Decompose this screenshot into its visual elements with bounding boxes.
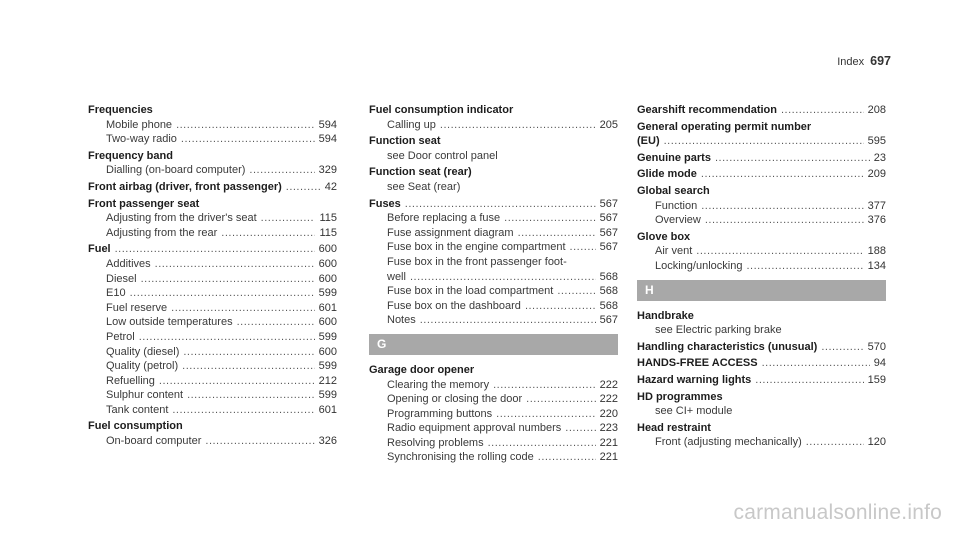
term-text: Sulphur content [106,389,184,402]
index-subterm [637,213,886,228]
index-term [637,151,886,166]
page-reference: 600 [318,316,337,329]
index-term [369,363,618,378]
term-text: Calling up [387,118,436,131]
page-reference: 159 [867,373,886,386]
index-entry [88,180,337,195]
page-reference: 570 [867,340,886,353]
page-reference: 568 [599,299,618,312]
index-column-3 [637,103,886,452]
index-subterm [88,163,337,178]
term-text: see Electric parking brake [655,324,782,337]
term-text: Handbrake [637,309,694,322]
term-text: Function [655,199,698,212]
page-reference: 567 [599,197,618,210]
page-reference: 212 [318,374,337,387]
term-text: Fuel [88,243,111,256]
term-text: Head restraint [637,421,711,434]
index-subterm [637,404,886,419]
index-subterm [369,255,618,270]
term-text: HANDS-FREE ACCESS [637,357,758,370]
index-entry [369,103,618,132]
index-entry [369,165,618,194]
term-text: Clearing the memory [387,378,490,391]
section-letter-heading: H [637,280,886,301]
page-reference: 599 [318,287,337,300]
term-text: Adjusting from the driver's seat [106,212,257,225]
page-reference: 220 [599,407,618,420]
page-reference: 222 [599,393,618,406]
index-entry [637,373,886,388]
dot-leader [762,356,870,371]
dot-leader [181,132,315,147]
index-entry [637,421,886,450]
term-text: On-board computer [106,435,202,448]
page-reference: 568 [599,270,618,283]
index-entry [88,419,337,448]
header-label: Index [837,56,865,68]
index-subterm [88,257,337,272]
term-text: Front (adjusting mechanically) [655,436,802,449]
page-reference: 594 [318,133,337,146]
term-text: Resolving problems [387,436,484,449]
term-text: Glide mode [637,168,697,181]
dot-leader [493,378,596,393]
index-subterm [369,211,618,226]
term-text: see Seat (rear) [387,180,461,193]
section-letter-heading: G [369,334,618,355]
dot-leader [159,374,315,389]
page-reference: 205 [599,118,618,131]
term-text: Notes [387,314,416,327]
term-text: Genuine parts [637,151,711,164]
index-term [637,356,886,371]
page-reference: 221 [599,451,618,464]
dot-leader [570,240,596,255]
term-text: Fuse box on the dashboard [387,299,521,312]
index-entry [637,184,886,228]
dot-leader [755,373,863,388]
index-entry [88,103,337,147]
dot-leader [705,213,864,228]
entry-spacer [637,450,886,452]
term-text: Programming buttons [387,407,493,420]
index-entry [637,167,886,182]
index-subterm [637,323,886,338]
index-term [637,120,886,135]
dot-leader [139,330,315,345]
dot-leader [237,315,315,330]
index-subterm [369,118,618,133]
term-text: Front airbag (driver, front passenger) [88,180,282,193]
entry-spacer [369,465,618,467]
index-subterm [88,226,337,241]
dot-leader [715,151,870,166]
page-reference: 600 [318,257,337,270]
term-text: Adjusting from the rear [106,226,218,239]
index-term [637,184,886,199]
term-text: Fuses [369,197,401,210]
dot-leader [806,435,864,450]
dot-leader [410,270,596,285]
page-reference: 94 [873,357,886,370]
page-reference: 376 [867,214,886,227]
index-entry [88,242,337,417]
page-reference: 567 [599,212,618,225]
index-subterm [369,436,618,451]
index-term [637,103,886,118]
page-reference: 221 [599,436,618,449]
term-text: Fuse assignment diagram [387,226,514,239]
index-subterm [88,286,337,301]
dot-leader [504,211,596,226]
index-subterm [88,118,337,133]
term-text: Mobile phone [106,118,173,131]
page-reference: 568 [599,285,618,298]
page-reference: 600 [318,272,337,285]
page-reference: 567 [599,241,618,254]
page-reference: 599 [318,360,337,373]
term-text: Opening or closing the door [387,393,523,406]
index-column-1 [88,103,337,451]
index-subterm [637,199,886,214]
index-entry [637,120,886,149]
term-text: (EU) [637,135,660,148]
index-term [369,134,618,149]
term-text: Fuel consumption [88,420,183,433]
index-subterm [369,313,618,328]
page-reference: 599 [318,330,337,343]
dot-leader [557,284,595,299]
index-subterm [369,226,618,241]
index-entry [637,151,886,166]
index-subterm [369,450,618,465]
index-term [88,197,337,212]
term-text: Front passenger seat [88,197,200,210]
index-subterm [637,435,886,450]
term-text: see CI+ module [655,405,733,418]
term-text: Garage door opener [369,363,475,376]
dot-leader [130,286,315,301]
index-subterm [88,434,337,449]
entry-spacer [369,328,618,330]
term-text: Air vent [655,245,693,258]
term-text: Function seat [369,135,441,148]
entry-spacer [88,449,337,451]
dot-leader [171,301,315,316]
term-text: Locking/unlocking [655,259,743,272]
page-header [837,54,891,68]
term-text: Synchronising the rolling code [387,451,534,464]
page-reference: 42 [324,180,337,193]
index-column-2 [369,103,618,467]
index-term [637,390,886,405]
page-reference: 115 [319,226,337,239]
index-subterm [88,403,337,418]
index-entry [637,230,886,274]
term-text: well [387,270,406,283]
page-number: 697 [870,54,891,68]
term-text: General operating permit number [637,120,812,133]
index-term [88,180,337,195]
page-reference: 601 [318,403,337,416]
dot-leader [155,257,315,272]
index-subterm [88,345,337,360]
index-entry [369,197,618,328]
page-reference: 115 [319,212,337,225]
index-entry [637,356,886,371]
dot-leader [205,434,314,449]
page-reference: 600 [318,243,337,256]
index-subterm [88,301,337,316]
term-text: Tank content [106,403,169,416]
term-text: Petrol [106,330,135,343]
term-text: Quality (diesel) [106,345,180,358]
term-text: Fuel reserve [106,301,168,314]
dot-leader [664,134,864,149]
index-subterm [88,211,337,226]
term-text: Radio equipment approval numbers [387,422,562,435]
index-subterm [369,270,618,285]
dot-leader [182,359,315,374]
dot-leader [261,211,316,226]
index-subterm [88,132,337,147]
page-reference: 223 [599,422,618,435]
index-entry [637,340,886,355]
index-entry [88,197,337,241]
page-reference: 134 [867,259,886,272]
term-text: Gearshift recommendation [637,104,777,116]
index-term [369,197,618,212]
index-subterm [88,272,337,287]
dot-leader [488,436,596,451]
dot-leader [187,388,315,403]
page-reference: 594 [318,118,337,131]
page-reference: 329 [318,164,337,177]
index-subterm [369,407,618,422]
entry-spacer [637,274,886,276]
dot-leader [565,421,595,436]
term-text: Before replacing a fuse [387,212,501,225]
dot-leader [420,313,596,328]
index-subterm [88,315,337,330]
term-text: E10 [106,287,126,300]
dot-leader [440,118,596,133]
index-subterm [369,299,618,314]
page-reference: 600 [318,345,337,358]
dot-leader [746,259,863,274]
index-subterm [369,149,618,164]
index-term [88,242,337,257]
term-text: Refuelling [106,374,155,387]
index-subterm [88,374,337,389]
dot-leader [526,392,595,407]
term-text: Low outside temperatures [106,316,233,329]
index-entry [637,309,886,338]
page-reference: 377 [867,199,886,212]
index-term [369,103,618,118]
term-text: Overview [655,214,701,227]
dot-leader [405,197,596,212]
term-text: Fuse box in the front passenger foot- [387,255,567,268]
page-reference: 599 [318,389,337,402]
index-entry [637,390,886,419]
page-reference: 567 [599,226,618,239]
term-text: Dialling (on-board computer) [106,164,246,177]
index-entry [88,149,337,178]
page-reference: 326 [318,435,337,448]
term-text: Handling characteristics (unusual) [637,340,818,353]
index-term [637,230,886,245]
term-text: Hazard warning lights [637,373,752,386]
index-entry [637,103,886,118]
term-text: Diesel [106,272,137,285]
index-subterm [369,421,618,436]
dot-leader [141,272,315,287]
page-reference: 595 [867,135,886,148]
dot-leader [701,199,863,214]
index-subterm [369,392,618,407]
dot-leader [286,180,321,195]
watermark: carmanualsonline.info [733,501,942,524]
dot-leader [496,407,595,422]
index-entry [369,363,618,465]
dot-leader [172,403,314,418]
dot-leader [115,242,315,257]
index-subterm [369,180,618,195]
page-reference: 208 [867,104,886,116]
index-entry [369,134,618,163]
term-text: Function seat (rear) [369,166,472,179]
term-text: Quality (petrol) [106,360,179,373]
page-reference: 23 [873,151,886,164]
term-text: Frequency band [88,149,173,162]
term-text: Frequencies [88,104,153,116]
dot-leader [821,340,863,355]
index-term [637,309,886,324]
term-text: Fuse box in the load compartment [387,285,554,298]
dot-leader [249,163,314,178]
term-text: Additives [106,257,151,270]
term-text: HD programmes [637,390,723,403]
page-reference: 120 [867,436,886,449]
dot-leader [701,167,864,182]
index-subterm [369,378,618,393]
index-subterm [88,359,337,374]
index-subterm [88,388,337,403]
term-text: Global search [637,184,710,197]
index-term [637,134,886,149]
index-subterm [637,244,886,259]
dot-leader [696,244,863,259]
term-text: Fuse box in the engine compartment [387,241,566,254]
index-term [369,165,618,180]
dot-leader [183,345,314,360]
index-term [88,419,337,434]
term-text: Fuel consumption indicator [369,104,514,116]
dot-leader [781,103,864,118]
dot-leader [538,450,596,465]
page-reference: 567 [599,314,618,327]
dot-leader [176,118,315,133]
page-reference: 209 [867,168,886,181]
index-subterm [369,240,618,255]
term-text: Glove box [637,230,691,243]
index-term [637,421,886,436]
index-term [637,373,886,388]
index-term [637,340,886,355]
dot-leader [525,299,596,314]
index-term [88,149,337,164]
term-text: see Door control panel [387,149,498,162]
page-reference: 601 [318,301,337,314]
page-reference: 222 [599,378,618,391]
dot-leader [518,226,596,241]
index-subterm [369,284,618,299]
page-reference: 188 [867,245,886,258]
index-term [637,167,886,182]
index-subterm [88,330,337,345]
index-subterm [637,259,886,274]
dot-leader [221,226,315,241]
index-term [88,103,337,118]
term-text: Two-way radio [106,133,177,146]
